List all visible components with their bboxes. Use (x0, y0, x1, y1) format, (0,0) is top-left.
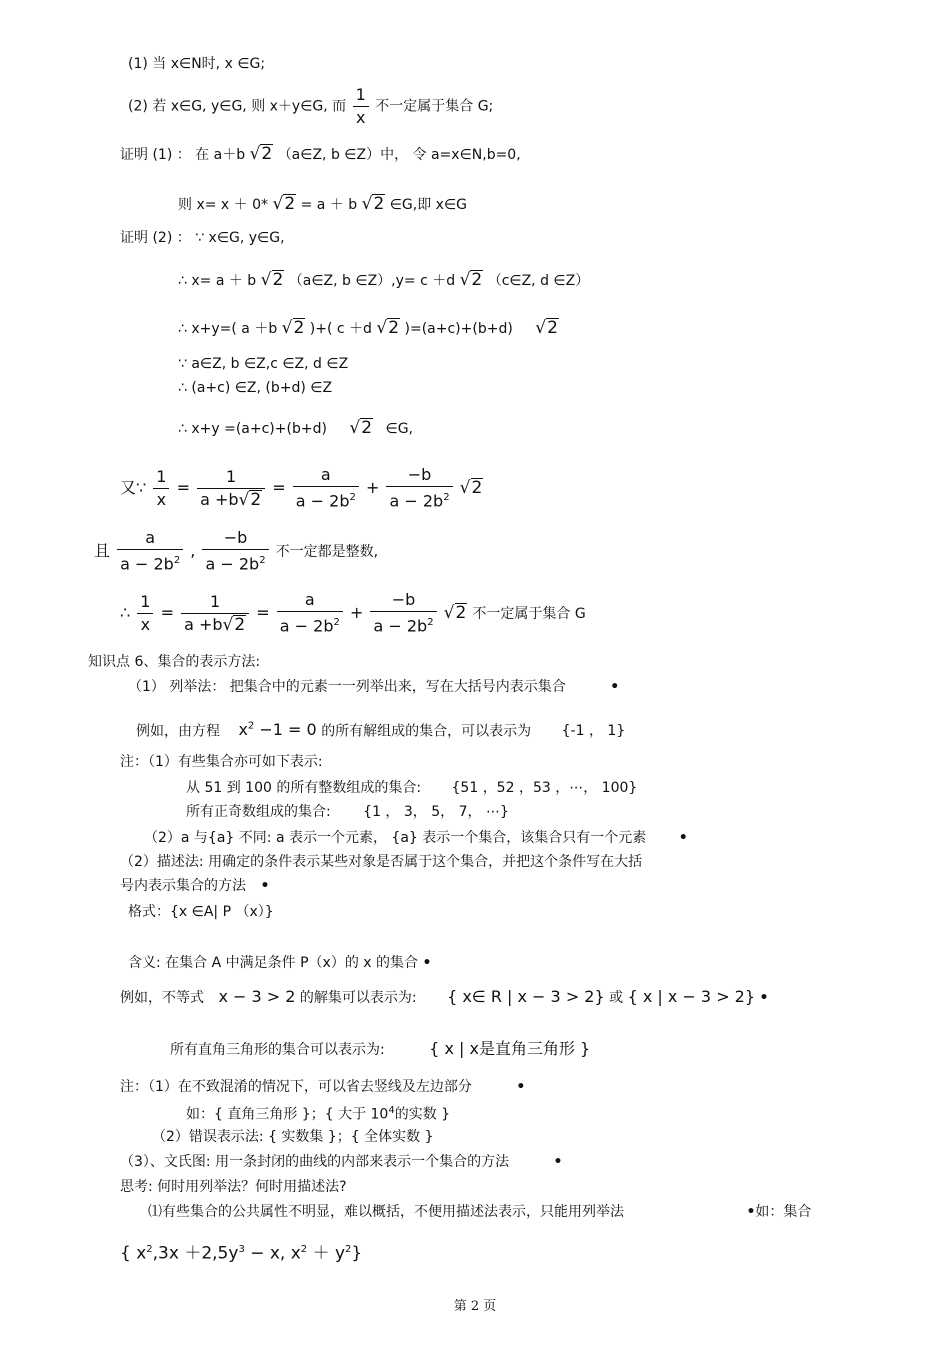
frac-num: 1 (226, 467, 237, 486)
note-1: 注：（1）有些集合亦可如下表示: (120, 754, 323, 770)
meaning-text: 含义: 在集合 A 中满足条件 P（x）的 x 的集合 (128, 955, 419, 971)
exp: 4 (388, 1105, 395, 1116)
radicand: 2 (284, 194, 296, 214)
dot: • (678, 830, 688, 846)
method-2: （2）描述法: 用确定的条件表示某些对象是否属于这个集合，并把这个条件写在大括 (120, 854, 643, 870)
note-1-a-value: {51 ，52 ，53 ，⋯， 100} (451, 780, 638, 796)
sqrt-2: √2 (249, 144, 273, 164)
p2l6-a: ∴ x+y =(a+c)+(b+d) (178, 421, 327, 437)
frac-num: 1 (355, 85, 366, 104)
den-text: a − 2b (373, 616, 428, 636)
venn-text: （3）、文氏图: 用一条封闭的曲线的内部来表示一个集合的方法 (120, 1154, 510, 1170)
proof-1-text-b: （a∈Z, b ∈Z）中， 令 a=x∈N,b=0, (277, 147, 521, 163)
frac-num: −b (223, 528, 248, 548)
frac-den (277, 611, 343, 637)
p2l2-c: （c∈Z, d ∈Z） (487, 273, 590, 289)
ex2-a: 例如，不等式 (120, 990, 204, 1006)
item-2 (128, 84, 493, 129)
proof-1-line-2 (178, 194, 467, 214)
frac-den: x (353, 106, 369, 129)
note-1-b-label: 所有正奇数组成的集合: (186, 804, 331, 820)
sqrt-2: √2 (349, 418, 373, 438)
frac-num: 1 (140, 592, 151, 611)
method-1-text: （1） 列举法： 把集合中的元素一一列举出来，写在大括号内表示集合 (128, 679, 566, 695)
frac (181, 591, 249, 636)
p2l6-b: ∈G, (385, 421, 414, 437)
ex2-c: 的解集可以表示为: (299, 990, 417, 1006)
frac-num: 1 (210, 592, 221, 611)
proof-2-line-3 (178, 318, 559, 338)
p1l2-c: ∈G,即 x∈G (389, 197, 467, 213)
exp: 2 (345, 1244, 352, 1255)
item-2-tail: 不一定属于集合 G; (375, 98, 494, 115)
example-2 (120, 988, 768, 1007)
proof-2-line-4: ∵ a∈Z, b ∈Z,c ∈Z, d ∈Z (178, 356, 349, 372)
radicand: 2 (471, 270, 483, 290)
radicand: 2 (471, 478, 483, 498)
frac (370, 589, 436, 637)
venn-method (120, 1153, 562, 1171)
proof-2-line-5: ∴ (a+c) ∈Z, (b+d) ∈Z (178, 380, 333, 396)
exp: 2 (333, 617, 340, 629)
sqrt-2: √2 (260, 270, 284, 290)
plus-sign: + (365, 478, 380, 497)
frac-num: 1 (156, 467, 167, 486)
dot: • (553, 1154, 563, 1170)
you-label: 又∵ (120, 478, 147, 497)
radicand: 2 (455, 603, 467, 623)
knowledge-point-6: 知识点 6、集合的表示方法: (88, 654, 261, 670)
den-text: a − 2b (120, 554, 174, 574)
dot: • (610, 679, 620, 695)
example-1 (136, 718, 625, 740)
den-text: a − 2b (205, 554, 260, 574)
radicand: 2 (373, 194, 385, 214)
ex1-a: 例如，由方程 (136, 723, 220, 740)
proof-2-line-6 (178, 418, 413, 438)
exp: 2 (259, 555, 266, 567)
eq-sign: = (272, 478, 286, 497)
think-1-text: ⑴有些集合的公共属性不明显，难以概括，不便用描述法表示，只能用列举法 (148, 1204, 624, 1220)
proof-1 (120, 144, 521, 164)
equation-qie (94, 526, 378, 577)
p2l3-a: ∴ x+y=( a ＋b (178, 321, 278, 337)
frac-den (386, 486, 452, 512)
note-2 (144, 829, 688, 847)
frac-den (117, 549, 183, 575)
proof-2-line-2 (178, 270, 589, 290)
p2l2-b: （a∈Z, b ∈Z）,y= c ＋d (288, 273, 456, 289)
fs-e: } (351, 1243, 363, 1264)
fs-d: ＋ y (307, 1243, 346, 1264)
note-3 (120, 1078, 525, 1096)
ex1-eq (238, 720, 316, 739)
den-text: a +b (200, 490, 239, 509)
method-1 (128, 678, 619, 696)
eq-sign: = (256, 603, 270, 622)
radicand: 2 (250, 490, 262, 510)
dot: • (516, 1079, 526, 1095)
note-1-a-label: 从 51 到 100 的所有整数组成的集合: (186, 780, 422, 796)
den-text: a − 2b (389, 491, 444, 511)
tri-a: 所有直角三角形的集合可以表示为: (170, 1042, 385, 1058)
think-1-tail: 如：集合 (755, 1204, 812, 1220)
frac-den (370, 611, 436, 637)
sqrt-2: √2 (459, 270, 483, 290)
note-4: （2）错误表示法: { 实数集 }；{ 全体实数 } (152, 1129, 434, 1145)
page-footer: 第 2 页 (453, 1299, 497, 1314)
fs-b: ,3x ＋2,5y (152, 1243, 239, 1264)
fraction-1-over-x (353, 84, 369, 129)
tri-b: { x | x是直角三角形 } (429, 1039, 591, 1058)
den-text: a − 2b (279, 616, 334, 636)
frac-den (293, 486, 359, 512)
proof-2: 证明 (2) ： ∵ x∈G, y∈G, (120, 230, 285, 246)
frac-den (202, 549, 268, 575)
exp: 2 (146, 1244, 153, 1255)
sqrt-2: √2 (535, 318, 558, 338)
think-1 (148, 1203, 811, 1221)
eq-x: x (238, 720, 248, 740)
qie-tail: 不一定都是整数, (275, 544, 379, 560)
meaning (128, 954, 431, 972)
therefore-tail: 不一定属于集合 G (472, 606, 586, 622)
method-2-cont-text: 号内表示集合的方法 (120, 878, 246, 894)
example-triangle (170, 1040, 590, 1059)
sqrt-2: √2 (281, 318, 305, 338)
note-2-text: （2）a 与{a} 不同: a 表示一个元素， {a} 表示一个集合，该集合只有一个元素 (144, 830, 647, 846)
sqrt-2: √2 (459, 478, 483, 498)
frac-num: a (320, 465, 331, 485)
fs-a: { x (120, 1243, 147, 1264)
exp: 2 (349, 492, 356, 504)
p2l3-c: )=(a+c)+(b+d) (404, 321, 513, 337)
radicand: 2 (293, 318, 305, 338)
eq-rest: −1 = 0 (254, 720, 317, 740)
frac-den: x (153, 488, 169, 511)
den-text: a − 2b (295, 491, 350, 511)
comma: , (190, 541, 196, 560)
note-1-b-value: {1 ， 3， 5， 7， ⋯} (363, 804, 509, 820)
radicand: 2 (272, 270, 284, 290)
p1l2-a: 则 x= x ＋ 0* (178, 197, 269, 213)
qie-label: 且 (94, 541, 111, 560)
frac (293, 464, 359, 512)
item-2-text: (2) 若 x∈G, y∈G, 则 x＋y∈G, 而 (128, 98, 347, 115)
frac-num: −b (407, 465, 432, 485)
frac (277, 589, 343, 637)
radicand: 2 (547, 318, 558, 338)
frac (386, 464, 452, 512)
ex2-f: { x | x − 3 > 2} (627, 987, 756, 1006)
exp: 2 (300, 1244, 308, 1255)
proof-1-text: 证明 (1) ： 在 a＋b (120, 147, 246, 163)
ex2-d: { x∈ R | x − 3 > 2} (447, 987, 605, 1006)
ex2-b: x − 3 > 2 (218, 987, 296, 1006)
format: 格式：{x ∈A| P （x）} (128, 904, 274, 920)
dot: • (759, 990, 769, 1006)
final-set (120, 1239, 362, 1265)
frac (137, 591, 153, 636)
p1l2-b: = a ＋ b (300, 197, 358, 213)
sqrt-2: √2 (376, 318, 400, 338)
den-text: a +b (184, 615, 223, 634)
frac (117, 527, 183, 575)
sqrt-2: √2 (238, 490, 262, 510)
note-3-text: 注：（1）在不致混淆的情况下，可以省去竖线及左边部分 (120, 1079, 472, 1095)
think: 思考: 何时用列举法？何时用描述法? (120, 1179, 347, 1195)
exp: 2 (173, 555, 181, 567)
radicand: 2 (361, 418, 373, 438)
exp: 2 (443, 492, 450, 504)
item-1: (1) 当 x∈N时, x ∈G; (128, 56, 266, 72)
dot: • (746, 1204, 756, 1220)
exp: 2 (247, 721, 255, 732)
equation-therefore (120, 588, 586, 639)
sqrt-2: √2 (272, 194, 296, 214)
frac (197, 466, 265, 511)
note-1-a (186, 779, 637, 797)
frac-den: x (137, 613, 153, 636)
dot: • (260, 878, 270, 894)
frac (202, 527, 268, 575)
note-3-ex-b: 的实数 } (394, 1106, 451, 1123)
frac-num: a (304, 590, 315, 610)
eq-sign: = (160, 603, 174, 622)
exp: 2 (427, 617, 434, 629)
exp: 3 (238, 1244, 245, 1255)
note-1-b (186, 803, 509, 821)
frac (153, 466, 169, 511)
note-3-example (186, 1102, 450, 1124)
p2l3-b: )+( c ＋d (309, 321, 372, 337)
ex2-e: 或 (609, 990, 624, 1006)
ex1-b: 的所有解组成的集合，可以表示为 (321, 723, 532, 740)
frac-num: a (145, 528, 156, 548)
eq-sign: = (176, 478, 190, 497)
ex1-c: {-1 ， 1} (561, 723, 626, 740)
radicand: 2 (234, 615, 246, 635)
frac-den (181, 613, 249, 636)
frac-den (197, 488, 265, 511)
radicand: 2 (388, 318, 400, 338)
equation-you (120, 463, 483, 513)
radicand: 2 (261, 144, 273, 164)
plus-sign: + (349, 603, 364, 622)
method-2-cont (120, 877, 269, 895)
note-3-ex-a: 如：{ 直角三角形 }；{ 大于 10 (186, 1106, 389, 1123)
sqrt-2: √2 (222, 615, 246, 635)
sqrt-2: √2 (361, 194, 385, 214)
dot: • (422, 955, 432, 971)
sqrt-2: √2 (443, 603, 467, 623)
therefore-sign: ∴ (120, 603, 131, 622)
p2l2-a: ∴ x= a ＋ b (178, 273, 257, 289)
frac-num: −b (391, 590, 416, 610)
fs-c: − x, x (244, 1243, 301, 1264)
